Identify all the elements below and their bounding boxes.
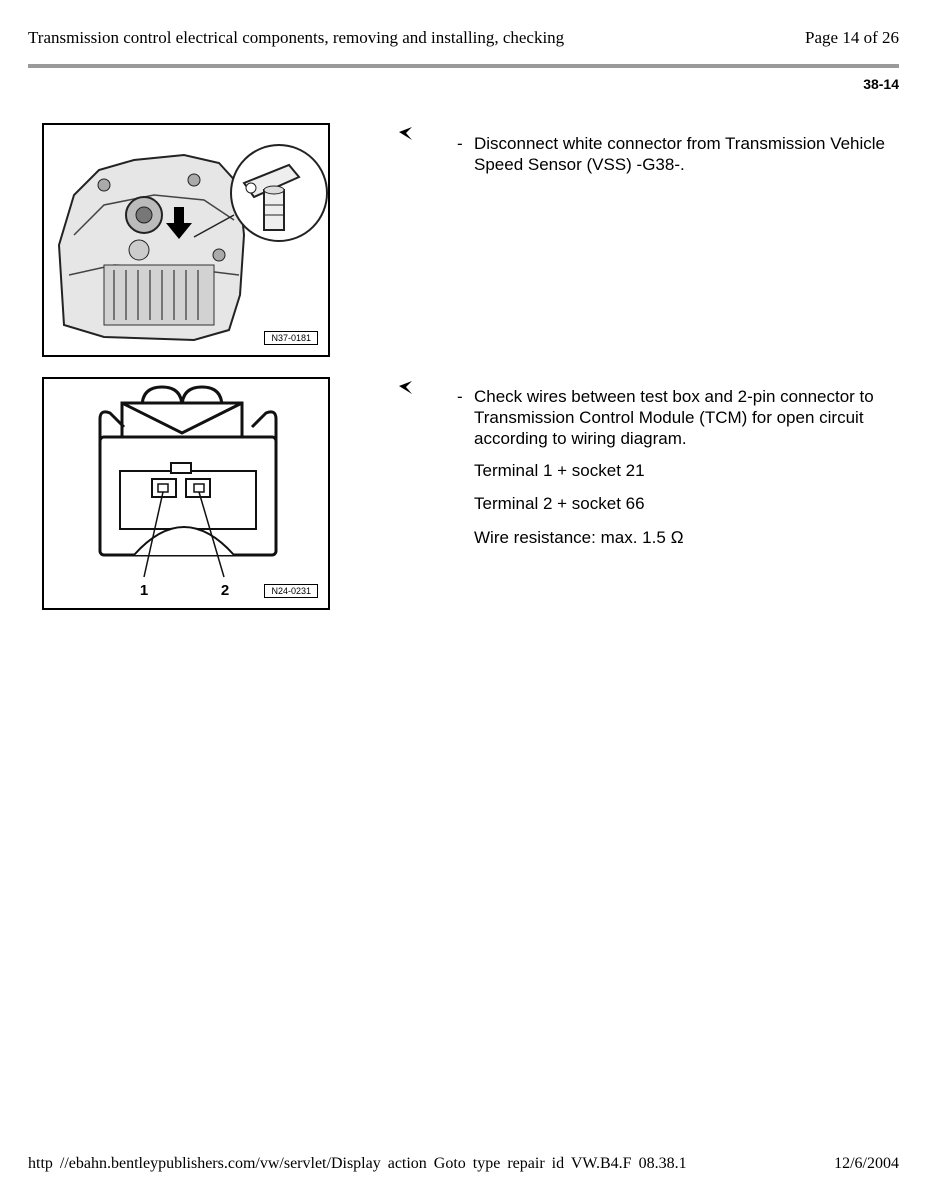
instruction-text: Check wires between test box and 2-pin connector to Transmission Control Module (TCM) for open circuit according to wiring diagram. <box>474 387 874 448</box>
arrow-pointer-icon <box>398 126 414 142</box>
header-divider <box>28 64 899 68</box>
bullet-dash: - <box>457 134 463 153</box>
connector-label-2: 2 <box>220 582 230 599</box>
section-page-code: 38-14 <box>863 76 899 92</box>
figure-code: N37-0181 <box>264 331 318 345</box>
wire-resistance-detail: Wire resistance: max. 1.5 Ω <box>474 528 684 547</box>
footer-url: http //ebahn.bentleypublishers.com/vw/servlet/Display action Goto type repair id VW.B4.F 08.38.1 <box>28 1155 687 1172</box>
document-title: Transmission control electrical components, removing and installing, checking <box>28 28 565 47</box>
terminal-2-detail: Terminal 2 + socket 66 <box>474 494 645 513</box>
terminal-1-detail: Terminal 1 + socket 21 <box>474 461 645 480</box>
transmission-vss-figure <box>42 123 330 357</box>
connector-figure <box>42 377 330 610</box>
instruction-step <box>457 133 897 175</box>
figure-code: N24-0231 <box>264 584 318 598</box>
arrow-pointer-icon <box>398 380 414 396</box>
page-indicator: Page 14 of 26 <box>805 28 899 47</box>
connector-label-1: 1 <box>139 582 149 599</box>
bullet-dash: - <box>457 387 463 406</box>
instruction-step <box>457 386 897 449</box>
footer-date: 12/6/2004 <box>834 1155 899 1172</box>
instruction-text: Disconnect white connector from Transmission Vehicle Speed Sensor (VSS) -G38-. <box>474 134 886 174</box>
